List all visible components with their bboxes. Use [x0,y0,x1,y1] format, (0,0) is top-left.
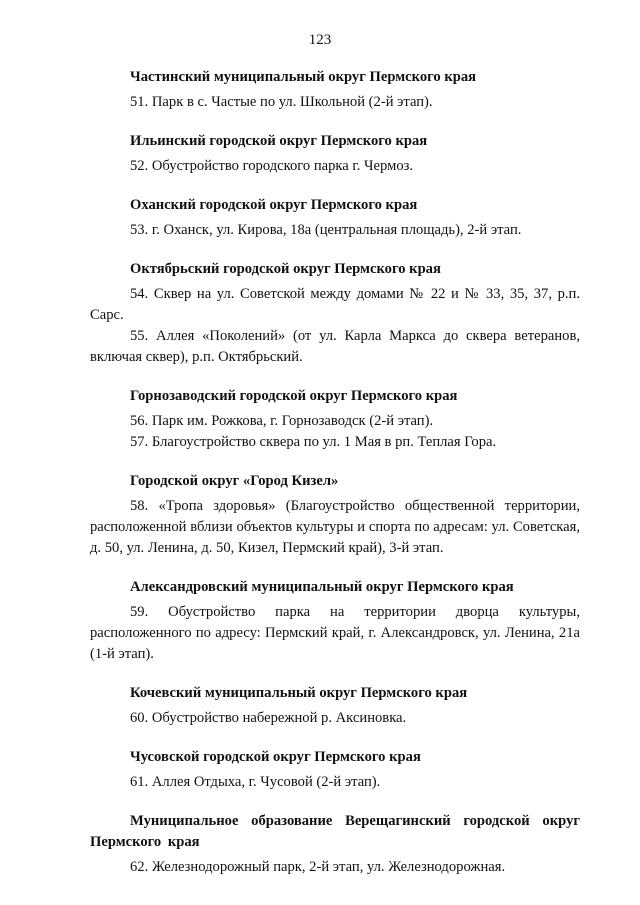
list-item: 58. «Тропа здоровья» (Благоустройство общественной территории, расположенной вблизи объектов культуры и спорта по адресам: ул. Советская, д. 50, ул. Ленина, д. 50, Кизел, Пермский край), 3-й этап. [90,498,580,556]
section-kochevsky [90,683,580,729]
list-item: 56. Парк им. Рожкова, г. Горнозаводск (2-й этап). [130,413,434,429]
section-heading: Александровский муниципальный округ Пермского края [130,579,514,595]
section-chastinsky [90,67,580,113]
section-heading: Кочевский муниципальный округ Пермского края [130,685,468,701]
document-body [90,67,580,896]
section-oktyabrsky [90,259,580,368]
page-number: 123 [308,32,332,48]
list-item: 54. Сквер на ул. Советской между домами № 22 и № 33, 35, 37, р.п. Сарс. [90,286,580,323]
section-alexandrovsky [90,577,580,665]
section-ilyinsky [90,131,580,177]
section-heading: Октябрьский городской округ Пермского края [130,261,441,277]
list-item: 60. Обустройство набережной р. Аксиновка. [130,710,407,726]
section-okhansky [90,195,580,241]
list-item: 59. Обустройство парка на территории дворца культуры, расположенного по адресу: Пермский край, г. Александровск, ул. Ленина, 21а (1-й этап). [90,604,580,662]
section-heading: Ильинский городской округ Пермского края [130,133,428,149]
list-item: 53. г. Оханск, ул. Кирова, 18а (центральная площадь), 2-й этап. [130,222,522,238]
list-item: 62. Железнодорожный парк, 2-й этап, ул. Железнодорожная. [130,859,506,875]
list-item: 51. Парк в с. Частые по ул. Школьной (2-й этап). [130,94,433,110]
section-heading: Городской округ «Город Кизел» [130,473,339,489]
section-heading: Оханский городской округ Пермского края [130,197,418,213]
section-heading: Частинский муниципальный округ Пермского края [130,69,477,85]
list-item: 52. Обустройство городского парка г. Чермоз. [130,158,414,174]
section-chusovskoy [90,747,580,793]
section-gornozavodsky [90,386,580,453]
section-vereshchaginsky [90,811,580,878]
section-kizel [90,471,580,559]
list-item: 61. Аллея Отдыха, г. Чусовой (2-й этап). [130,774,381,790]
list-item: 55. Аллея «Поколений» (от ул. Карла Маркса до сквера ветеранов, включая сквер), р.п. Октябрьский. [90,328,580,365]
section-heading: Муниципальное образование Верещагинский городской округ Пермского края [90,813,580,850]
section-heading: Горнозаводский городской округ Пермского края [130,388,458,404]
list-item: 57. Благоустройство сквера по ул. 1 Мая в рп. Теплая Гора. [130,434,497,450]
section-heading: Чусовской городской округ Пермского края [130,749,421,765]
